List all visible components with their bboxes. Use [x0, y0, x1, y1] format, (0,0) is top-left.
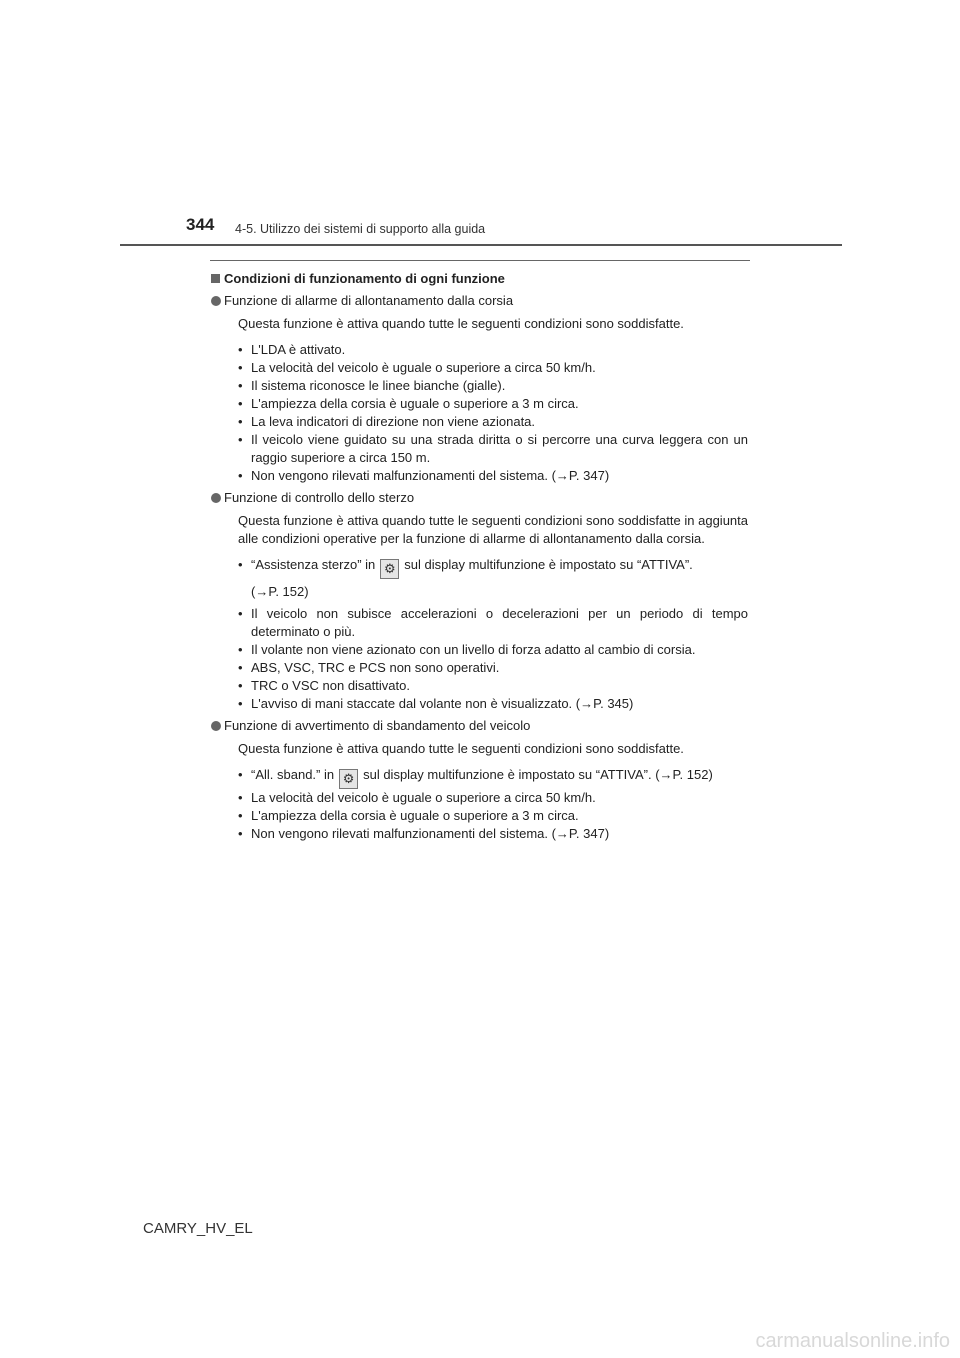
chapter-title: 4-5. Utilizzo dei sistemi di supporto alla guida	[235, 222, 486, 236]
list-item: • L'ampiezza della corsia è uguale o superiore a 3 m circa.	[238, 395, 748, 413]
list-item: • L'avviso di mani staccate dal volante non è visualizzato. (→P. 345)	[238, 695, 748, 713]
list-item	[238, 766, 748, 789]
list-item: • Il veicolo viene guidato su una strada diritta o si percorre una curva leggera con un raggio superiore a circa 150 m.	[238, 431, 748, 467]
subsection-heading	[210, 292, 748, 310]
list-item: • Non vengono rilevati malfunzionamenti del sistema. (→P. 347)	[238, 825, 748, 843]
section-heading	[210, 270, 748, 288]
watermark: carmanualsonline.info	[755, 1330, 950, 1352]
list-item: • Il sistema riconosce le linee bianche (gialle).	[238, 377, 748, 395]
condition-list	[210, 605, 748, 713]
subsection-heading	[210, 717, 748, 735]
square-bullet-icon	[211, 274, 220, 283]
list-item: • La leva indicatori di direzione non viene azionata.	[238, 413, 748, 431]
list-item: • ABS, VSC, TRC e PCS non sono operativi.	[238, 659, 748, 677]
circle-bullet-icon	[211, 296, 221, 306]
subsection-title: Funzione di allarme di allontanamento dalla corsia	[224, 293, 514, 308]
list-item: • Il veicolo non subisce accelerazioni o decelerazioni per un periodo di tempo determinato o più.	[238, 605, 748, 641]
subsection-title: Funzione di controllo dello sterzo	[224, 490, 415, 505]
section-divider	[210, 260, 750, 261]
section-title: Condizioni di funzionamento di ogni funzione	[224, 271, 505, 286]
list-item: • Il volante non viene azionato con un livello di forza adatto al cambio di corsia.	[238, 641, 748, 659]
page-reference: (→P. 152)	[251, 584, 309, 599]
condition-list	[210, 556, 748, 579]
list-item: • La velocità del veicolo è uguale o superiore a circa 50 km/h.	[238, 789, 748, 807]
condition-list	[210, 766, 748, 843]
subsection-heading	[210, 489, 748, 507]
subsection-title: Funzione di avvertimento di sbandamento del veicolo	[224, 718, 531, 733]
gear-icon: ⚙	[339, 769, 358, 789]
list-item: • La velocità del veicolo è uguale o superiore a circa 50 km/h.	[238, 359, 748, 377]
list-item: • L'LDA è attivato.	[238, 341, 748, 359]
list-item-text: “Assistenza sterzo” in	[251, 557, 376, 572]
page-content	[210, 268, 748, 843]
page-number: 344	[186, 215, 215, 234]
gear-icon: ⚙	[380, 559, 399, 579]
list-item: • Non vengono rilevati malfunzionamenti del sistema. (→P. 347)	[238, 467, 748, 485]
list-item-text: “All. sband.” in	[251, 767, 335, 782]
list-item-text: sul display multifunzione è impostato su “ATTIVA”.	[404, 557, 693, 572]
condition-list	[210, 341, 748, 485]
list-item	[238, 556, 748, 579]
model-code: CAMRY_HV_EL	[143, 1220, 253, 1237]
subsection-intro: Questa funzione è attiva quando tutte le seguenti condizioni sono soddisfatte.	[238, 316, 684, 331]
list-item: • TRC o VSC non disattivato.	[238, 677, 748, 695]
circle-bullet-icon	[211, 721, 221, 731]
subsection-intro: Questa funzione è attiva quando tutte le seguenti condizioni sono soddisfatte in aggiunta alle condizioni operative per la funzione di allarme di allontanamento dalla corsia.	[238, 513, 748, 546]
subsection-intro: Questa funzione è attiva quando tutte le seguenti condizioni sono soddisfatte.	[238, 741, 684, 756]
list-item: • L'ampiezza della corsia è uguale o superiore a 3 m circa.	[238, 807, 748, 825]
list-item-text: sul display multifunzione è impostato su “ATTIVA”. (→P. 152)	[363, 767, 713, 782]
circle-bullet-icon	[211, 493, 221, 503]
header-divider	[120, 244, 842, 246]
